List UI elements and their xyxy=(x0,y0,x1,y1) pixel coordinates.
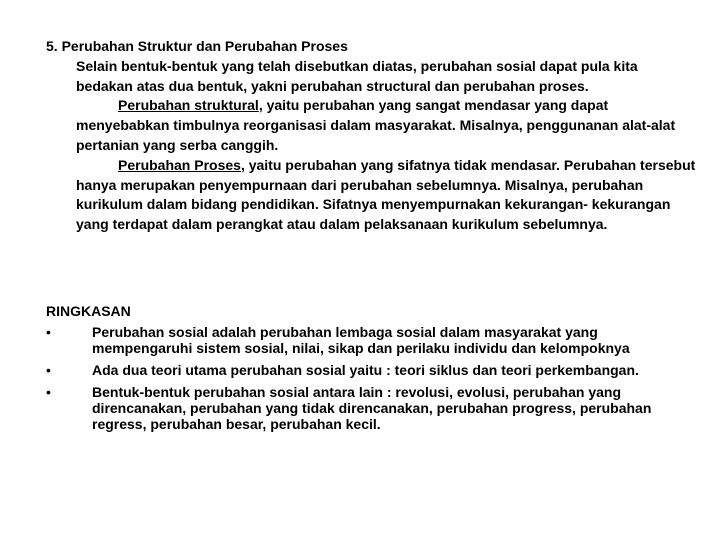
list-item-text: Perubahan sosial adalah perubahan lembaga sosial dalam masyarakat yang mempengaruhi sistem sosial, nilai, sikap dan perilaku individu dan kelompoknya xyxy=(92,324,630,356)
summary-list xyxy=(46,324,706,432)
bullet-icon: • xyxy=(46,384,51,400)
structural-paragraph xyxy=(76,96,696,155)
structural-term: Perubahan struktural xyxy=(118,97,259,114)
bullet-icon: • xyxy=(46,362,51,378)
process-term: Perubahan Proses xyxy=(118,156,241,173)
section-structure-process xyxy=(46,37,706,235)
list-item xyxy=(46,324,672,356)
list-item xyxy=(46,384,672,432)
structural-definition: , yaitu perubahan yang sangat mendasar yang dapat menyebabkan timbulnya reorganisasi dalam masyarakat. Misalnya, penggunanan alat-alat pertanian yang serba canggih. xyxy=(76,97,676,153)
list-item xyxy=(46,362,672,378)
list-item-text: Bentuk-bentuk perubahan sosial antara lain : revolusi, evolusi, perubahan yang direncanakan, perubahan yang tidak direncanakan, perubahan progress, perubahan regress, perubahan besar, perubahan kecil. xyxy=(92,384,652,432)
process-definition: , yaitu perubahan yang sifatnya tidak mendasar. Perubahan tersebut hanya merupakan penyempurnaan dari perubahan sebelumnya. Misalnya, perubahan kurikulum dalam bidang pendidikan. Sifatnya menyempurnakan kekurangan- kekurangan yang terdapat dalam perangkat atau dalam pelaksanaan kurikulum sebelumnya. xyxy=(76,156,696,233)
summary-title: RINGKASAN xyxy=(46,303,131,319)
list-item-text: Ada dua teori utama perubahan sosial yaitu : teori siklus dan teori perkembangan. xyxy=(92,362,639,378)
intro-paragraph: Selain bentuk-bentuk yang telah disebutkan diatas, perubahan sosial dapat pula kita bedakan atas dua bentuk, yakni perubahan structural dan perubahan proses. xyxy=(76,57,638,94)
process-paragraph xyxy=(76,156,696,235)
section-heading: 5. Perubahan Struktur dan Perubahan Proses xyxy=(46,38,348,54)
summary-section xyxy=(46,302,706,438)
bullet-icon: • xyxy=(46,324,51,340)
